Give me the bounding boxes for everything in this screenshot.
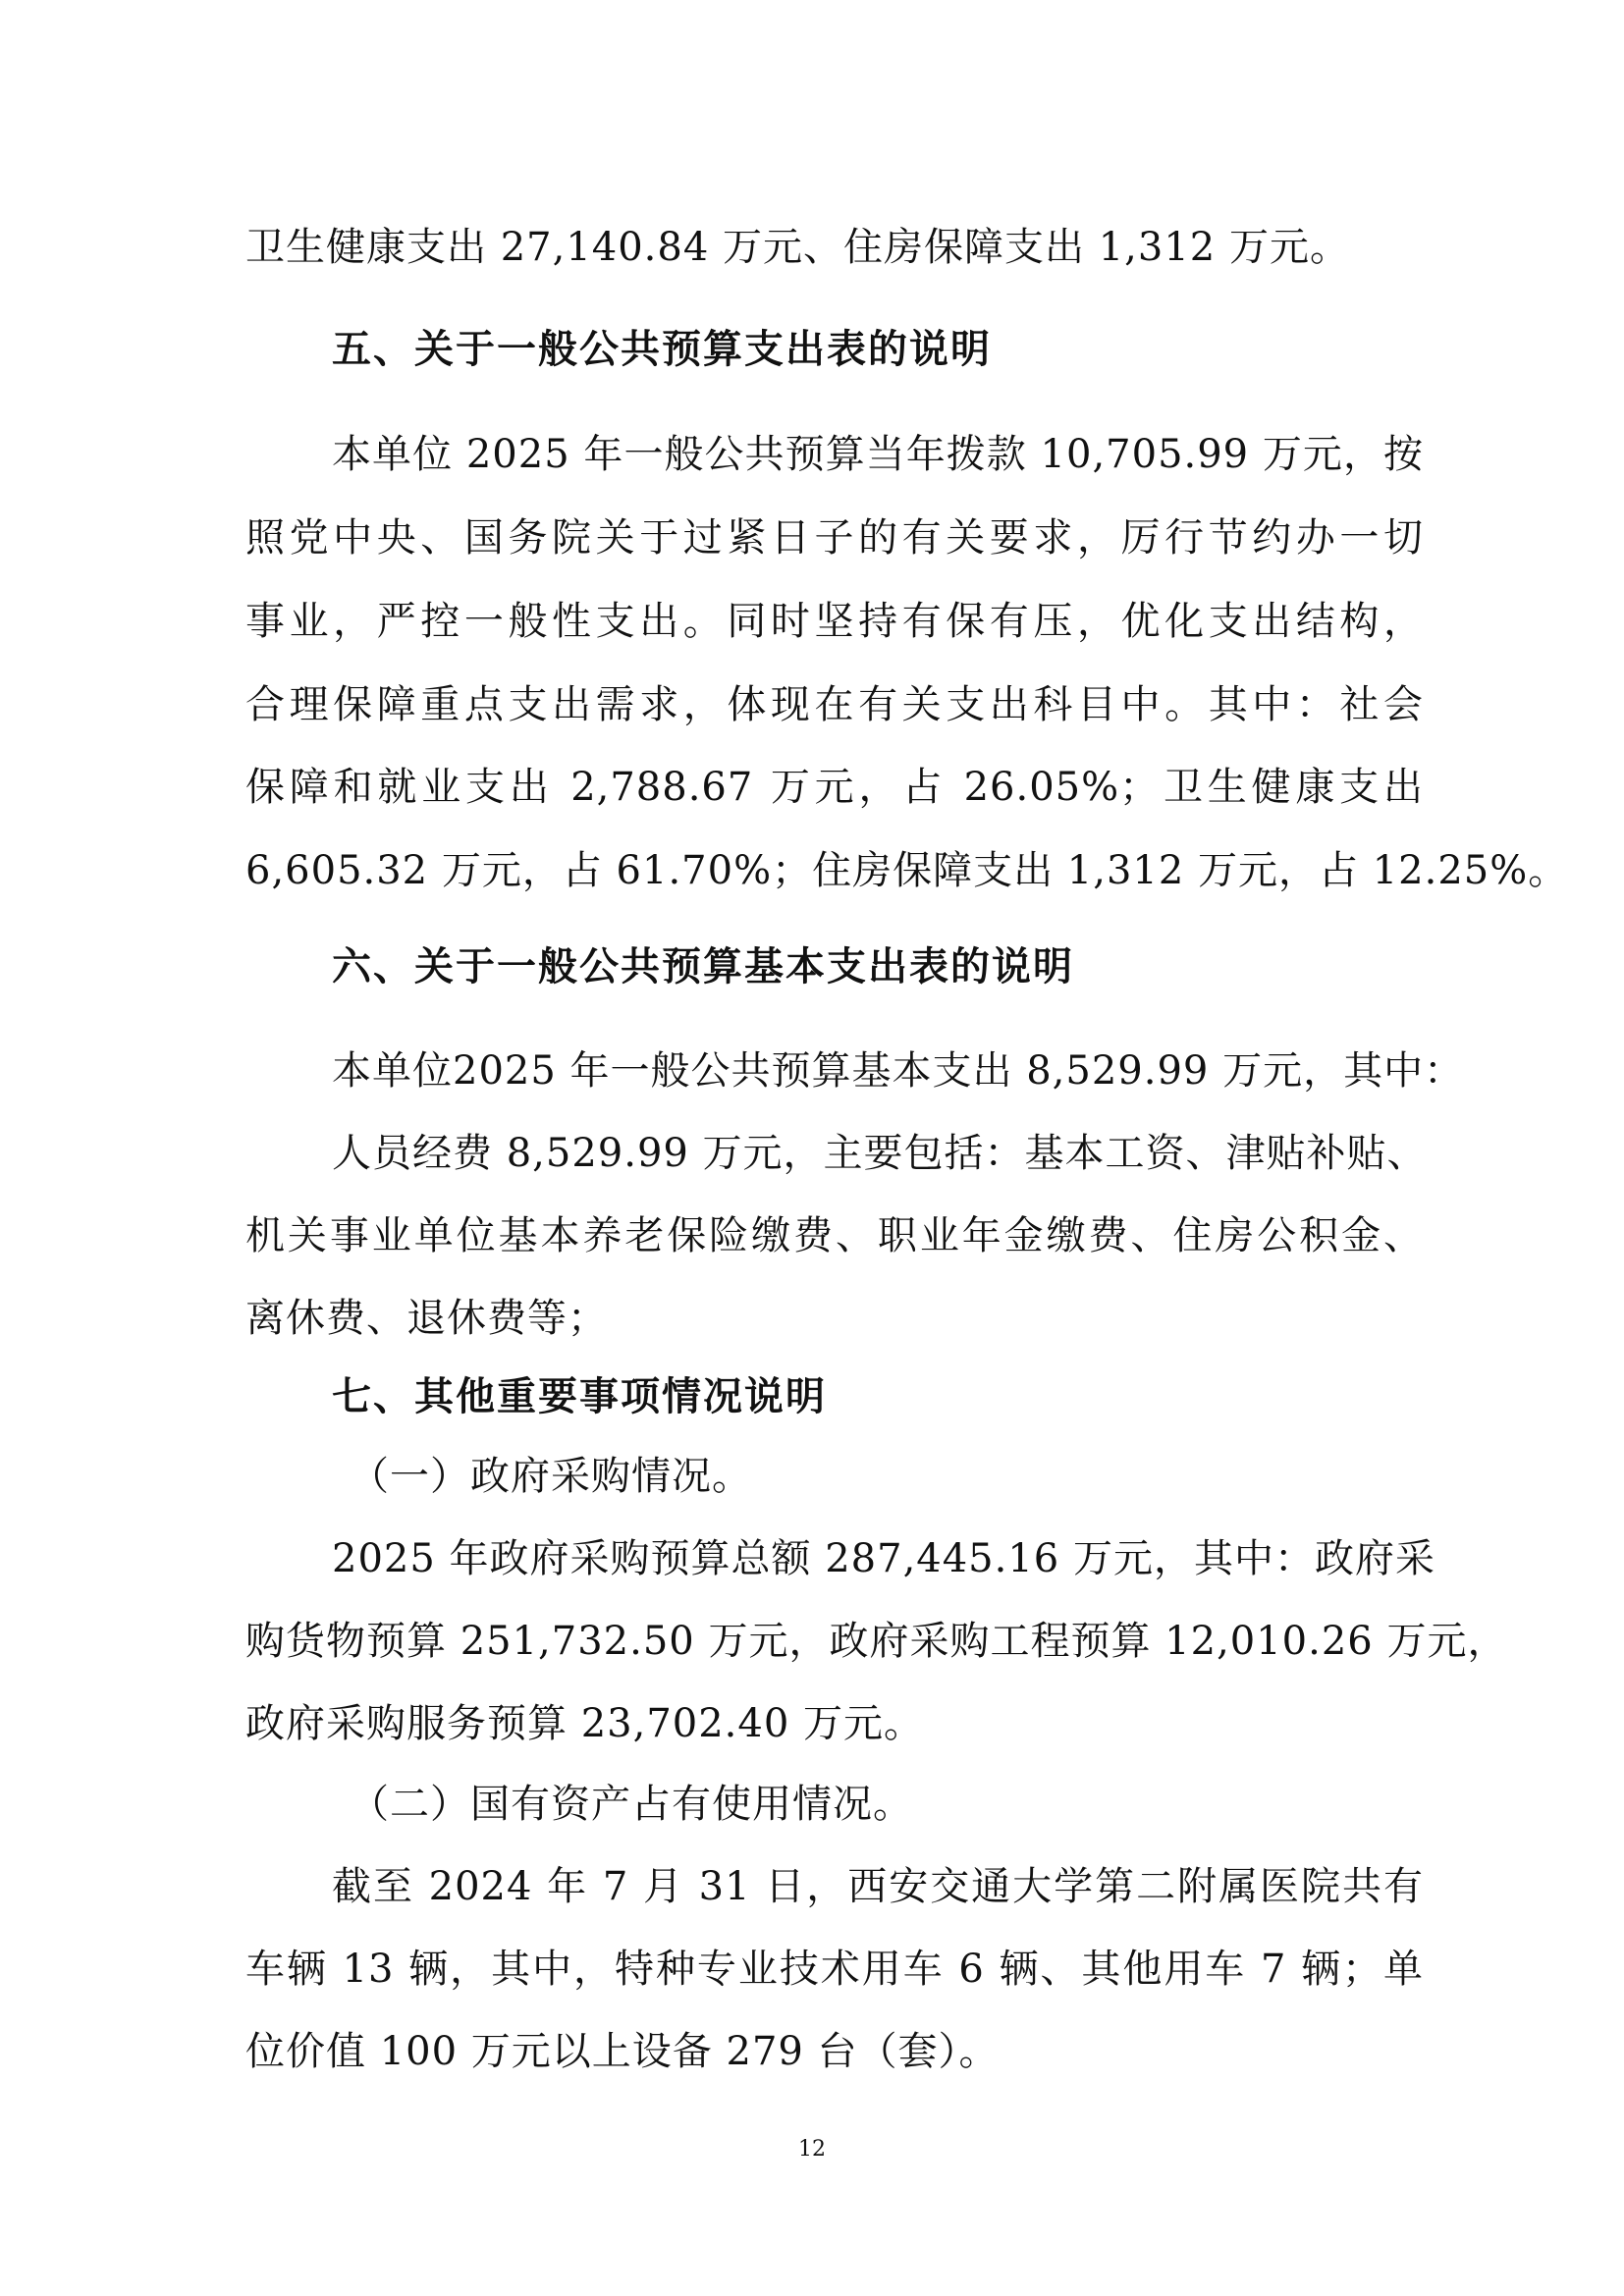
text-line: 位价值 100 万元以上设备 279 台（套）。 (245, 2029, 1000, 2074)
section-heading-7: 七、其他重要事项情况说明 (332, 1374, 827, 1419)
text-line: 购货物预算 251,732.50 万元，政府采购工程预算 12,010.26 万元， (245, 1619, 1508, 1664)
text-line: 照党中央、国务院关于过紧日子的有关要求，厉行节约办一切 (245, 515, 1424, 561)
subsection-heading-2: （二）国有资产占有使用情况。 (350, 1782, 913, 1827)
subsection-heading-1: （一）政府采购情况。 (350, 1454, 752, 1499)
text-line: 本单位2025 年一般公共预算基本支出 8,529.99 万元，其中： (332, 1048, 1465, 1094)
text-line: 车辆 13 辆，其中，特种专业技术用车 6 辆、其他用车 7 辆；单 (245, 1947, 1424, 1992)
text-line: 6,605.32 万元，占 61.70%；住房保障支出 1,312 万元，占 12.25%。 (245, 848, 1569, 893)
text-line: 机关事业单位基本养老保险缴费、职业年金缴费、住房公积金、 (245, 1213, 1424, 1258)
text-line: 合理保障重点支出需求，体现在有关支出科目中。其中：社会 (245, 682, 1424, 727)
text-line: 政府采购服务预算 23,702.40 万元。 (245, 1701, 925, 1746)
text-line: 事业，严控一般性支出。同时坚持有保有压，优化支出结构， (245, 599, 1424, 644)
text-line: 人员经费 8,529.99 万元，主要包括：基本工资、津贴补贴、 (332, 1131, 1428, 1176)
text-line: 截至 2024 年 7 月 31 日，西安交通大学第二附属医院共有 (332, 1864, 1424, 1909)
text-line: 卫生健康支出 27,140.84 万元、住房保障支出 1,312 万元。 (245, 225, 1350, 270)
text-line: 2025 年政府采购预算总额 287,445.16 万元，其中：政府采 (332, 1536, 1435, 1581)
section-heading-5: 五、关于一般公共预算支出表的说明 (332, 327, 992, 372)
text-line: 本单位 2025 年一般公共预算当年拨款 10,705.99 万元，按 (332, 432, 1424, 477)
page-number: 12 (798, 2137, 826, 2162)
section-heading-6: 六、关于一般公共预算基本支出表的说明 (332, 944, 1074, 989)
text-line: 离休费、退休费等； (245, 1296, 608, 1341)
text-line: 保障和就业支出 2,788.67 万元，占 26.05%；卫生健康支出 (245, 765, 1424, 810)
